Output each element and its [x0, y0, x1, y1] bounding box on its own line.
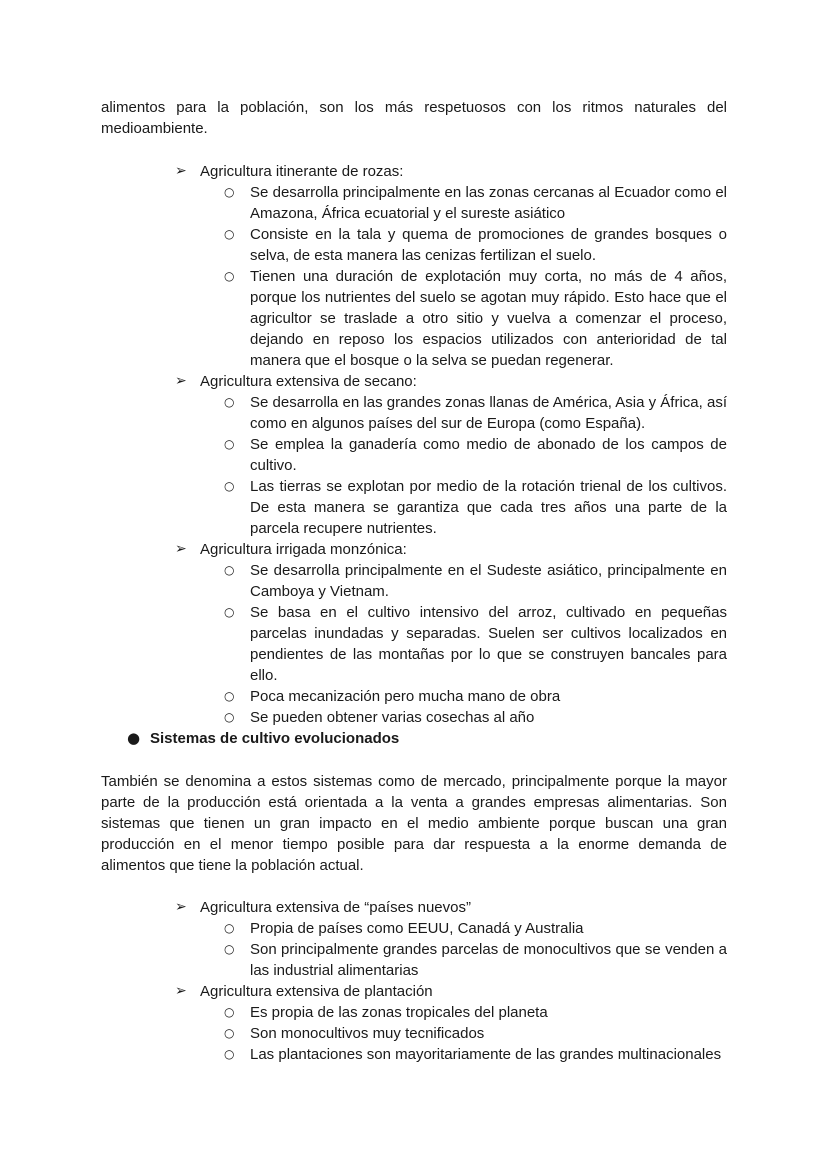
system-paises-nuevos — [175, 897, 727, 981]
section-heading: Sistemas de cultivo evolucionados — [150, 730, 400, 747]
circle-bullet-icon: ○ — [224, 479, 235, 493]
circle-bullet-icon: ○ — [224, 921, 235, 935]
list-item-text: Se desarrolla en las grandes zonas llanas de América, Asia y África, así como en algunos países del sur de Europa (como España). — [250, 394, 727, 432]
arrow-bullet-icon: ➢ — [175, 899, 187, 915]
list-item — [224, 1044, 727, 1065]
system-monzonica — [175, 539, 727, 728]
circle-bullet-icon: ○ — [224, 942, 235, 956]
arrow-bullet-icon: ➢ — [175, 983, 187, 999]
list-item-text: Se basa en el cultivo intensivo del arroz, cultivado en pequeñas parcelas inundadas y separadas. Suelen ser cultivos localizados en pendientes de las montañas por lo que se construyen bancales para ello. — [250, 604, 727, 684]
system-detail-list — [224, 182, 727, 371]
circle-bullet-icon: ○ — [224, 605, 235, 619]
circle-bullet-icon: ○ — [224, 563, 235, 577]
evolved-systems-list — [175, 897, 727, 1065]
circle-bullet-icon: ○ — [224, 710, 235, 724]
list-item-text: Consiste en la tala y quema de promociones de grandes bosques o selva, de esta manera las cenizas fertilizan el suelo. — [250, 226, 727, 264]
circle-bullet-icon: ○ — [224, 437, 235, 451]
circle-bullet-icon: ○ — [224, 227, 235, 241]
list-item-text: Tienen una duración de explotación muy corta, no más de 4 años, porque los nutrientes del suelo se agotan muy rápido. Esto hace que el agricultor se traslade a otro sitio y vuelva a comenzar el proceso, dejando en reposo los espacios utilizados con anterioridad de tal manera que el bosque o la selva se puedan regenerar. — [250, 268, 727, 369]
list-item-text: Se desarrolla principalmente en las zonas cercanas al Ecuador como el Amazona, África ecuatorial y el sureste asiático — [250, 184, 727, 222]
list-item — [224, 434, 727, 476]
list-item-text: Son monocultivos muy tecnificados — [250, 1025, 485, 1042]
arrow-bullet-icon: ➢ — [175, 541, 187, 557]
list-item — [224, 1023, 727, 1044]
list-item-text: Se emplea la ganadería como medio de abonado de los campos de cultivo. — [250, 436, 727, 474]
intro-paragraph: alimentos para la población, son los más respetuosos con los ritmos naturales del medioambiente. — [101, 99, 727, 137]
system-detail-list — [224, 392, 727, 539]
list-item-text: Las plantaciones son mayoritariamente de las grandes multinacionales — [250, 1046, 722, 1063]
list-item — [224, 392, 727, 434]
list-item-text: Poca mecanización pero mucha mano de obra — [250, 688, 561, 705]
list-item-text: Propia de países como EEUU, Canadá y Australia — [250, 920, 584, 937]
list-item-text: Se desarrolla principalmente en el Sudeste asiático, principalmente en Camboya y Vietnam. — [250, 562, 727, 600]
system-detail-list — [224, 1002, 727, 1065]
list-item — [224, 686, 727, 707]
list-item — [224, 602, 727, 686]
filled-bullet-icon: ● — [127, 729, 141, 747]
list-item — [224, 224, 727, 266]
list-item — [224, 560, 727, 602]
list-item — [224, 266, 727, 371]
circle-bullet-icon: ○ — [224, 1047, 235, 1061]
circle-bullet-icon: ○ — [224, 269, 235, 283]
arrow-bullet-icon: ➢ — [175, 163, 187, 179]
system-plantacion — [175, 981, 727, 1065]
list-item — [224, 476, 727, 539]
system-secano — [175, 371, 727, 539]
circle-bullet-icon: ○ — [224, 689, 235, 703]
list-item — [224, 1002, 727, 1023]
list-item-text: Se pueden obtener varias cosechas al año — [250, 709, 535, 726]
list-item-text: Es propia de las zonas tropicales del planeta — [250, 1004, 548, 1021]
traditional-systems-list — [175, 161, 727, 728]
list-item — [224, 707, 727, 728]
list-item-text: Las tierras se explotan por medio de la rotación trienal de los cultivos. De esta manera se garantiza que cada tres años una parte de la parcela recupere nutrientes. — [250, 478, 727, 537]
system-itinerante — [175, 161, 727, 371]
list-item — [224, 918, 727, 939]
circle-bullet-icon: ○ — [224, 1026, 235, 1040]
system-detail-list — [224, 918, 727, 981]
circle-bullet-icon: ○ — [224, 1005, 235, 1019]
evolved-heading — [127, 728, 727, 749]
system-label: Agricultura irrigada monzónica: — [200, 541, 407, 558]
list-item — [224, 939, 727, 981]
system-detail-list — [224, 560, 727, 728]
arrow-bullet-icon: ➢ — [175, 373, 187, 389]
system-label: Agricultura extensiva de plantación — [200, 983, 433, 1000]
system-label: Agricultura extensiva de “países nuevos” — [200, 899, 471, 916]
circle-bullet-icon: ○ — [224, 185, 235, 199]
system-label: Agricultura extensiva de secano: — [200, 373, 417, 390]
list-item-text: Son principalmente grandes parcelas de monocultivos que se venden a las industrial alimentarias — [250, 941, 727, 979]
list-item — [224, 182, 727, 224]
circle-bullet-icon: ○ — [224, 395, 235, 409]
system-label: Agricultura itinerante de rozas: — [200, 163, 404, 180]
evolved-paragraph: También se denomina a estos sistemas como de mercado, principalmente porque la mayor parte de la producción está orientada a la venta a grandes empresas alimentarias. Son sistemas que tienen un gran impacto en el medio ambiente porque buscan una gran producción en el menor tiempo posible para dar respuesta a la enorme demanda de alimentos que tiene la población actual. — [101, 773, 727, 874]
